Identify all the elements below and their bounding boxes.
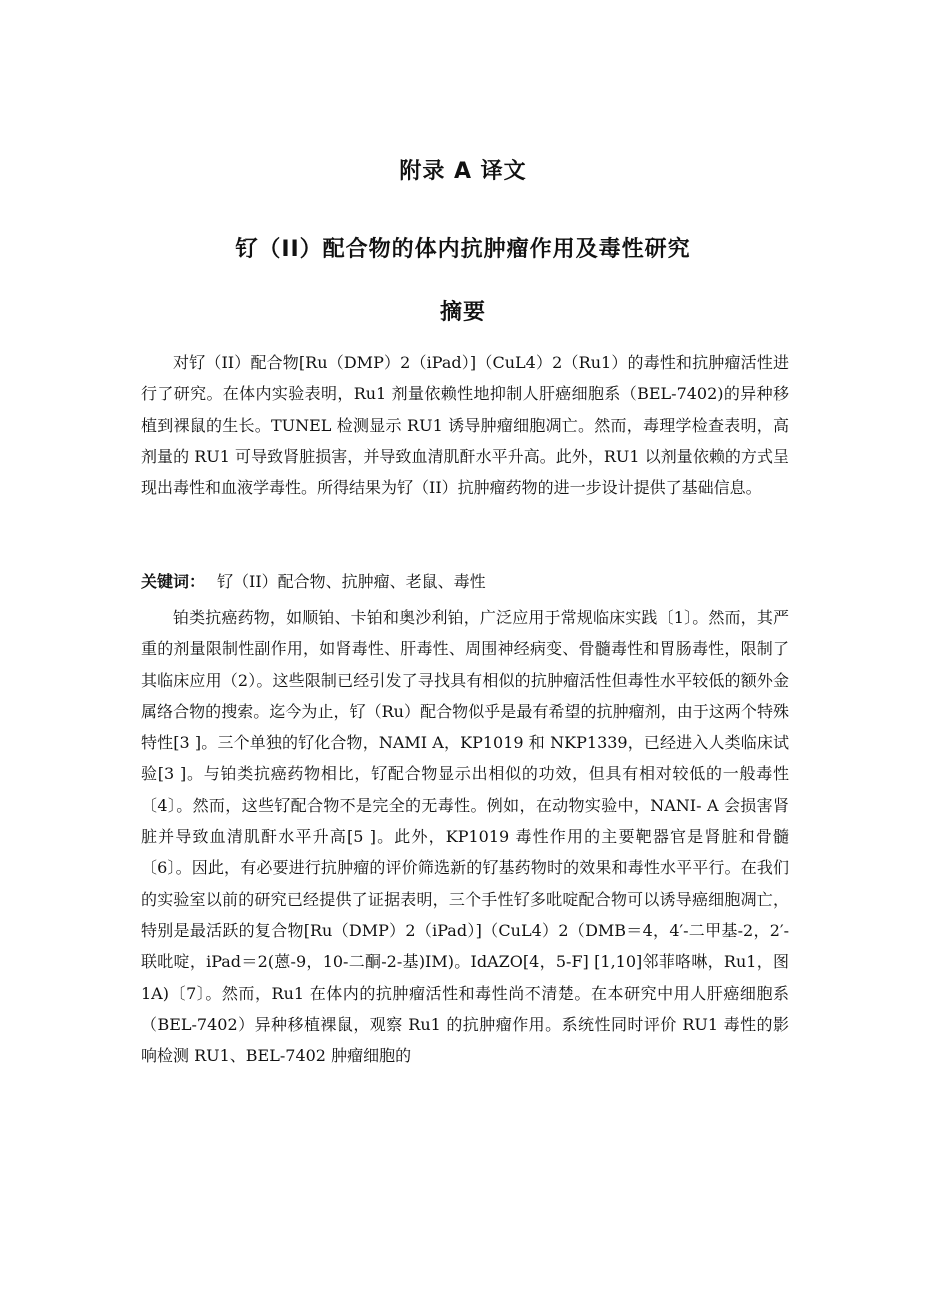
appendix-title: 附录 A 译文 (399, 159, 527, 184)
article-title: 钌（II）配合物的体内抗肿瘤作用及毒性研究 (235, 237, 691, 262)
keywords-line (141, 566, 789, 597)
abstract-heading: 摘要 (439, 300, 486, 325)
body-paragraph: 铂类抗癌药物，如顺铂、卡铂和奥沙利铂，广泛应用于常规临床实践〔1〕。然而，其严重的剂量限制性副作用，如肾毒性、肝毒性、周围神经病变、骨髓毒性和胃肠毒性，限制了其临床应用（2）。这些限制已经引发了寻找具有相似的抗肿瘤活性但毒性水平较低的额外金属络合物的搜索。迄今为止，钌（Ru）配合物似乎是最有希望的抗肿瘤剂，由于这两个特殊特性[3 ]。三个单独的钌化合物，NAMI A，KP1019 和 NKP1339，已经进入人类临床试验[3 ]。与铂类抗癌药物相比，钌配合物显示出相似的功效，但具有相对较低的一般毒性〔4〕。然而，这些钌配合物不是完全的无毒性。例如，在动物实验中，NANI- A 会损害肾脏并导致血清肌酐水平升高[5 ]。此外，KP1019 毒性作用的主要靶器官是肾脏和骨髓〔6〕。因此，有必要进行抗肿瘤的评价筛选新的钌基药物时的效果和毒性水平平行。在我们的实验室以前的研究已经提供了证据表明，三个手性钌多吡啶配合物可以诱导癌细胞凋亡，特别是最活跃的复合物[Ru（DMP）2（iPad）]（CuL4）2（DMB＝4，4′-二甲基-2，2′-联吡啶，iPad＝2(蒽-9，10-二酮-2-基)IM)。IdAZO[4，5-F] [1,10]邻菲咯啉，Ru1，图 1A)〔7〕。然而，Ru1 在体内的抗肿瘤活性和毒性尚不清楚。在本研究中用人肝癌细胞系（BEL-7402）异种移植裸鼠，观察 Ru1 的抗肿瘤作用。系统性同时评价 RU1 毒性的影响检测 RU1、BEL-7402 肿瘤细胞的 (141, 608, 789, 1066)
keywords-text: 钌（II）配合物、抗肿瘤、老鼠、毒性 (217, 572, 486, 591)
keywords-label: 关键词： (141, 572, 206, 591)
abstract-paragraph: 对钌（II）配合物[Ru（DMP）2（iPad）]（CuL4）2（Ru1）的毒性和抗肿瘤活性进行了研究。在体内实验表明，Ru1 剂量依赖性地抑制人肝癌细胞系（BEL-7402)的异种移植到裸鼠的生长。TUNEL 检测显示 RU1 诱导肿瘤细胞凋亡。然而，毒理学检查表明，高剂量的 RU1 可导致肾脏损害，并导致血清肌酐水平升高。此外，RU1 以剂量依赖的方式呈现出毒性和血液学毒性。所得结果为钌（II）抗肿瘤药物的进一步设计提供了基础信息。 (141, 353, 789, 498)
